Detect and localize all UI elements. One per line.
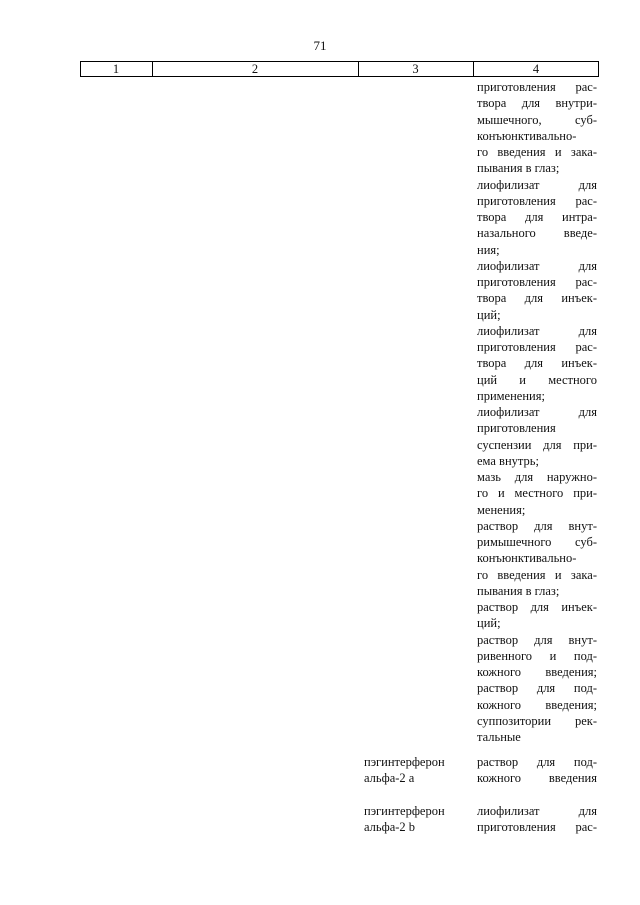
- page-number: 71: [313, 38, 327, 53]
- text-line: кожного введения;: [477, 697, 597, 712]
- text-line: твора для инъек-: [477, 356, 597, 371]
- text-line: раствор для внут-: [477, 632, 597, 647]
- text-line: лиофилизат для: [477, 258, 597, 273]
- text-line: пэгинтерферон: [364, 804, 445, 818]
- text-line: раствор для внут-: [477, 518, 597, 533]
- text-line: альфа-2 а: [364, 771, 415, 786]
- text-line: лиофилизат для: [477, 405, 597, 419]
- text-line: ций;: [477, 307, 501, 322]
- text-line: тальные: [477, 730, 521, 744]
- text-line: кожного введения;: [477, 665, 597, 679]
- header-col-1: 1: [112, 62, 120, 76]
- text-line: римышечного суб-: [477, 535, 597, 549]
- text-line: ций и местного: [477, 372, 597, 387]
- text-line: мазь для наружно-: [477, 470, 597, 484]
- dosage-forms-peginterferon-alfa-2b: [477, 803, 597, 836]
- text-line: приготовления рас-: [477, 275, 597, 289]
- text-line: лиофилизат для: [477, 804, 597, 818]
- text-line: конъюнктивально-: [477, 551, 577, 566]
- text-line: приготовления рас-: [477, 193, 597, 208]
- dosage-forms-continued: [477, 79, 597, 745]
- text-line: твора для внутри-: [477, 96, 597, 111]
- text-line: раствор для под-: [477, 681, 597, 696]
- header-col-2: 2: [251, 62, 259, 76]
- text-line: пэгинтерферон: [364, 755, 445, 769]
- text-line: го введения и зака-: [477, 145, 597, 159]
- text-line: лиофилизат для: [477, 177, 597, 192]
- text-line: суппозитории рек-: [477, 713, 597, 728]
- text-line: применения;: [477, 388, 545, 403]
- text-line: приготовления рас-: [477, 80, 597, 94]
- text-line: раствор для инъек-: [477, 600, 597, 614]
- text-line: твора для интра-: [477, 210, 597, 224]
- table-header: [80, 61, 599, 77]
- text-line: приготовления: [477, 421, 556, 436]
- text-line: пывания в глаз;: [477, 161, 560, 176]
- text-line: ривенного и под-: [477, 648, 597, 663]
- text-line: мышечного, суб-: [477, 112, 597, 127]
- text-line: кожного введения: [477, 771, 597, 786]
- text-line: го введения и зака-: [477, 567, 597, 582]
- text-line: пывания в глаз;: [477, 583, 560, 598]
- text-line: приготовления рас-: [477, 820, 597, 835]
- text-line: раствор для под-: [477, 755, 597, 769]
- text-line: лиофилизат для: [477, 323, 597, 338]
- text-line: ций;: [477, 616, 501, 631]
- drug-name-peginterferon-alfa-2b: [364, 803, 464, 836]
- text-line: твора для инъек-: [477, 291, 597, 306]
- header-col-4: 4: [532, 62, 540, 76]
- text-line: приготовления рас-: [477, 340, 597, 354]
- drug-name-peginterferon-alfa-2a: [364, 754, 464, 787]
- text-line: суспензии для при-: [477, 437, 597, 452]
- dosage-forms-peginterferon-alfa-2a: [477, 754, 597, 787]
- text-line: альфа-2 b: [364, 820, 416, 835]
- text-line: ния;: [477, 242, 500, 257]
- text-line: назального введе-: [477, 226, 597, 241]
- header-col-3: 3: [412, 62, 419, 76]
- text-line: менения;: [477, 502, 526, 517]
- text-line: конъюнктивально-: [477, 128, 577, 143]
- text-line: го и местного при-: [477, 486, 597, 501]
- text-line: ема внутрь;: [477, 453, 539, 468]
